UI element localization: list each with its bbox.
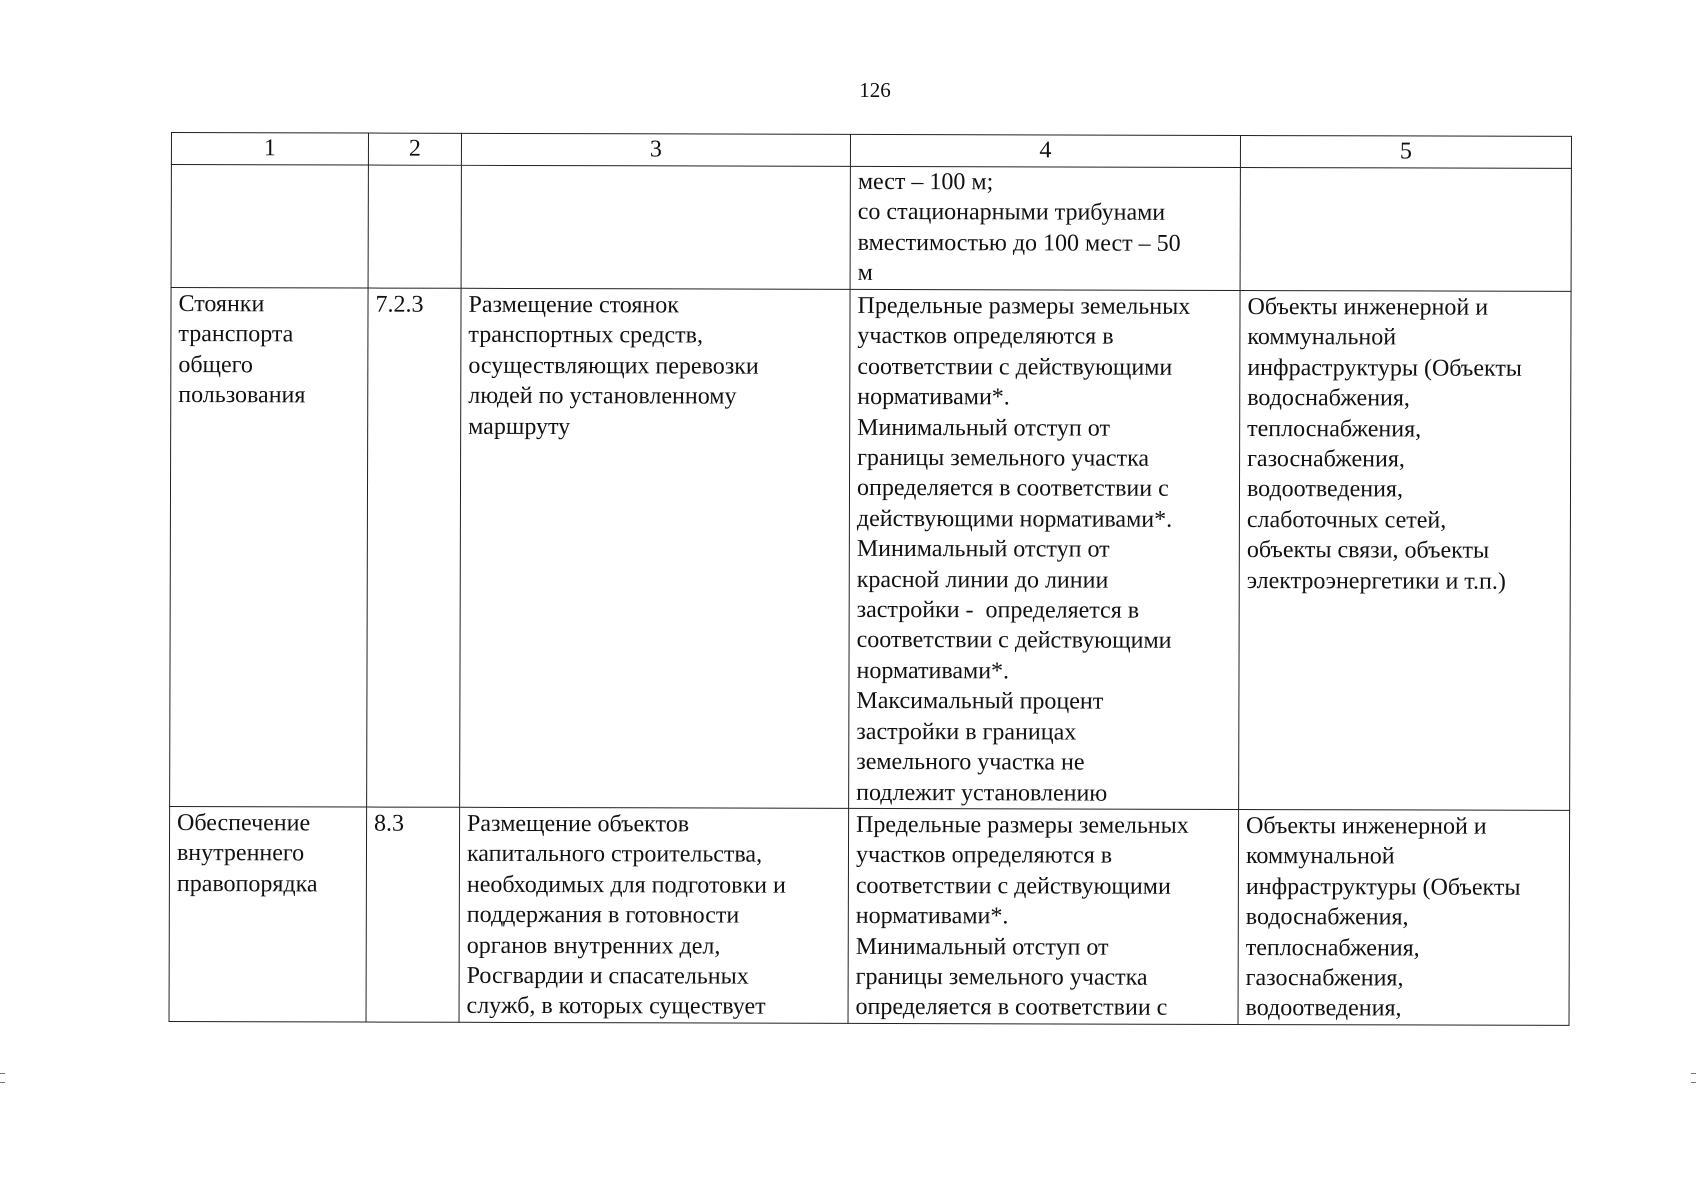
cell-text-line: границы земельного участка: [857, 444, 1150, 472]
cell-text-line: земельного участка не: [856, 749, 1085, 776]
cell-text-line: осуществляющих перевозки: [468, 352, 759, 380]
header-cell: 3: [461, 133, 850, 166]
cell-code: [368, 165, 461, 288]
cell-text-line: людей по установленному: [468, 383, 737, 410]
cell-text-line: водоснабжения,: [1247, 385, 1410, 412]
cell-text-line: Максимальный процент: [856, 688, 1104, 715]
cell-text-line: Минимальный отступ от: [856, 536, 1110, 563]
cell-text-line: со стационарными трибунами: [857, 199, 1166, 227]
cell-text-line: Предельные размеры земельных: [857, 292, 1191, 320]
cell-text-line: Минимальный отступ от: [857, 414, 1111, 442]
cell-text-line: теплоснабжения,: [1245, 934, 1420, 962]
cell-text-line: органов внутренних дел,: [466, 932, 721, 960]
cell-text-line: Предельные размеры земельных: [856, 811, 1189, 839]
cell-text-line: Обеспечение: [177, 809, 311, 837]
cell-text-line: пользования: [178, 382, 306, 409]
cell-text-line: общего: [178, 351, 253, 379]
cell-text-line: Размещение стоянок: [468, 291, 679, 319]
cell-text-line: соответствии с действующими: [857, 353, 1173, 381]
cell-text-line: 8.3: [374, 810, 405, 837]
cell-text-line: границы земельного участка: [855, 963, 1148, 991]
cell-text-line: подлежит установлению: [856, 779, 1108, 807]
header-cell: 4: [850, 134, 1240, 167]
cell-use-name: [169, 806, 367, 1021]
cell-text-line: мест – 100 м;: [857, 168, 994, 196]
cell-text-line: объекты связи, объекты: [1246, 537, 1490, 564]
header-cell: 5: [1240, 135, 1571, 168]
cell-text-line: определяется в соответствии с: [856, 475, 1169, 503]
cell-code: [366, 807, 460, 1022]
table-row: [169, 806, 1570, 1025]
cell-text-line: транспорта: [178, 321, 294, 348]
cell-parameters: [848, 808, 1239, 1024]
header-cell: 1: [171, 133, 368, 166]
cell-text-line: поддержания в готовности: [466, 901, 740, 929]
page-number: 126: [859, 78, 891, 102]
cell-text-line: инфраструктуры (Объекты: [1245, 873, 1521, 901]
cell-text-line: определяется в соответствии с: [855, 994, 1168, 1022]
cell-text-line: Росгвардии и спасательных: [466, 962, 749, 990]
cell-text-line: необходимых для подготовки и: [466, 871, 786, 899]
cell-text-line: внутреннего: [176, 840, 305, 867]
cell-text-line: слаботочных сетей,: [1246, 506, 1447, 534]
cell-text-line: действующими нормативами*.: [856, 505, 1173, 533]
cell-description: [459, 807, 849, 1023]
cell-text-line: газоснабжения,: [1247, 446, 1405, 473]
cell-code: [367, 288, 461, 807]
cell-text-line: участков определяются в: [857, 323, 1114, 351]
cell-text-line: правопорядка: [176, 870, 318, 898]
table-header-row: [171, 133, 1571, 169]
cell-description: [461, 165, 850, 289]
cell-parameters: [849, 289, 1240, 809]
cell-text-line: инфраструктуры (Объекты: [1247, 354, 1522, 382]
cell-text-line: водоснабжения,: [1245, 904, 1409, 931]
cell-text-line: теплоснабжения,: [1247, 415, 1422, 443]
cell-auxiliary-uses: [1238, 809, 1570, 1025]
table-row: [170, 288, 1571, 811]
cell-text-line: Минимальный отступ от: [855, 933, 1109, 961]
scan-edge-mark: [0, 1073, 5, 1083]
cell-text-line: транспортных средств,: [468, 322, 704, 349]
cell-text-line: Стоянки: [178, 291, 265, 318]
scan-edge-mark: [1691, 1073, 1696, 1083]
cell-text-line: вместимостью до 100 мест – 50: [857, 229, 1181, 257]
cell-use-name: [170, 288, 368, 807]
cell-text-line: соответствии с действующими: [855, 872, 1171, 900]
cell-text-line: Объекты инженерной и: [1247, 294, 1489, 321]
cell-text-line: Объекты инженерной и: [1246, 812, 1487, 840]
cell-text-line: м: [857, 260, 873, 287]
cell-text-line: коммунальной: [1245, 843, 1395, 870]
cell-text-line: капитального строительства,: [466, 841, 763, 868]
cell-text-line: соответствии с действующими: [856, 627, 1172, 655]
cell-use-name: [171, 165, 368, 289]
cell-description: [460, 288, 850, 808]
cell-text-line: служб, в которых существует: [466, 993, 766, 1021]
table-row: [171, 165, 1571, 292]
cell-auxiliary-uses: [1240, 167, 1571, 291]
cell-text-line: застройки в границах: [856, 718, 1077, 746]
cell-text-line: коммунальной: [1247, 324, 1397, 351]
cell-parameters: [850, 166, 1240, 290]
cell-text-line: газоснабжения,: [1245, 964, 1404, 992]
cell-text-line: электроэнергетики и т.п.): [1246, 567, 1506, 595]
cell-text-line: красной линии до линии: [856, 566, 1109, 594]
cell-text-line: маршруту: [468, 413, 571, 440]
cell-text-line: нормативами*.: [857, 384, 1010, 411]
cell-auxiliary-uses: [1239, 290, 1571, 810]
cell-text-line: застройки - определяется в: [856, 596, 1140, 624]
cell-text-line: 7.2.3: [375, 291, 424, 318]
cell-text-line: Размещение объектов: [467, 810, 690, 838]
cell-text-line: участков определяются в: [855, 842, 1113, 869]
cell-text-line: нормативами*.: [855, 903, 1009, 930]
cell-text-line: нормативами*.: [856, 657, 1010, 685]
regulations-table: [169, 132, 1572, 1026]
cell-text-line: водоотведения,: [1246, 476, 1404, 503]
cell-text-line: водоотведения,: [1245, 995, 1402, 1022]
header-cell: 2: [368, 133, 461, 165]
